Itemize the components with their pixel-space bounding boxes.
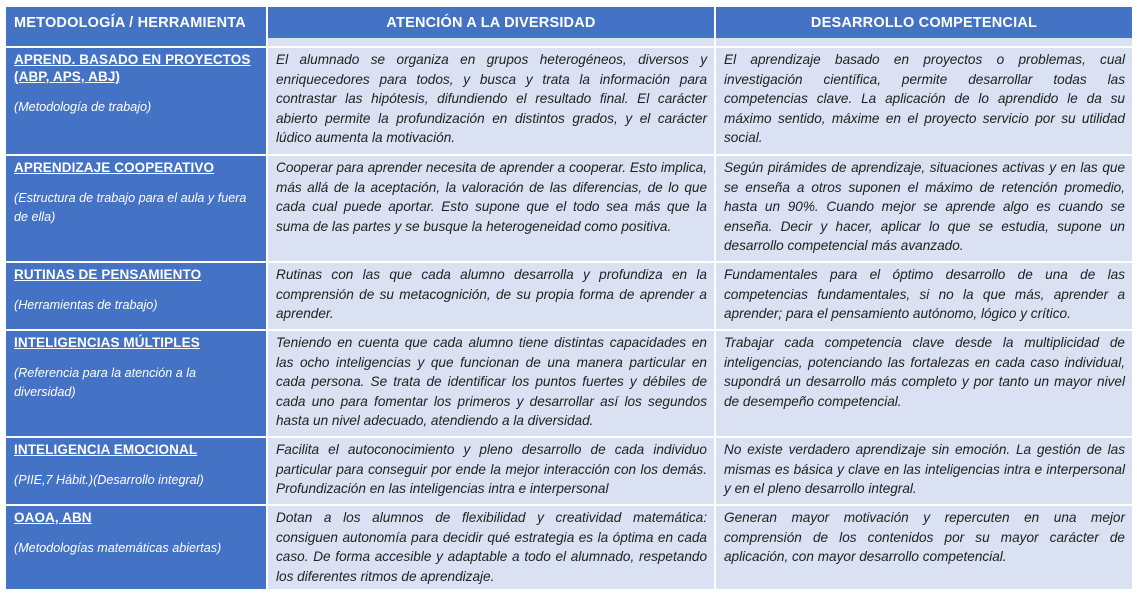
row-title: INTELIGENCIA EMOCIONAL [14, 442, 198, 457]
spacer-cell [267, 38, 715, 47]
diversity-cell: Rutinas con las que cada alumno desarrolla y profundiza en la comprensión de su metacognición, de su propia forma de aprender a aprender. [267, 262, 715, 330]
diversity-cell: Cooperar para aprender necesita de aprender a cooperar. Esto implica, más allá de la aceptación, la valoración de las diferencias, de lo que cada cual puede aportar. Esto supone que el todo sea más que la suma de las partes y se busque la heterogeneidad como positiva. [267, 155, 715, 262]
row-label-cell [6, 505, 267, 590]
header-diversity: ATENCIÓN A LA DIVERSIDAD [267, 7, 715, 38]
table-row [6, 155, 1132, 262]
row-title: APRENDIZAJE COOPERATIVO [14, 160, 215, 175]
row-subtitle: (Metodologías matemáticas abiertas) [14, 541, 222, 555]
spacer-cell [6, 38, 267, 47]
methodology-table [6, 7, 1132, 591]
row-subtitle: (Herramientas de trabajo) [14, 298, 158, 312]
competency-cell: No existe verdadero aprendizaje sin emoción. La gestión de las mismas es básica y clave en las inteligencias intra e interpersonal y en el pleno desarrollo integral. [715, 437, 1132, 505]
row-label-cell [6, 47, 267, 155]
diversity-cell: Teniendo en cuenta que cada alumno tiene distintas capacidades en las ocho inteligencias y que funcionan de una manera particular en cada persona. Se trata de identificar los puntos fuertes y débiles de cada uno para fomentar los primeros y desarrollar así los segundos hasta un nivel adecuado, atendiendo a la diversidad. [267, 330, 715, 437]
row-label-cell [6, 437, 267, 505]
competency-cell: Según pirámides de aprendizaje, situaciones activas y en las que se enseña a otros suponen el máximo de retención promedio, hasta un 90%. Cuando mejor se aprende algo es cuando se enseña. Decir y hacer, aplicar lo que se estudia, supone un desarrollo competencial más avanzado. [715, 155, 1132, 262]
row-subtitle: (Estructura de trabajo para el aula y fuera de ella) [14, 191, 247, 224]
row-subtitle: (Metodología de trabajo) [14, 100, 152, 114]
row-label-cell [6, 155, 267, 262]
row-label-cell [6, 330, 267, 437]
spacer-row [6, 38, 1132, 47]
diversity-cell: Dotan a los alumnos de flexibilidad y creatividad matemática: consiguen autonomía para decidir qué estrategia es la óptima en cada caso. De forma accesible y adaptable a todo el alumnado, respetando los diferentes ritmos de aprendizaje. [267, 505, 715, 590]
table-row [6, 262, 1132, 330]
competency-cell: Trabajar cada competencia clave desde la multiplicidad de inteligencias, potenciando las fortalezas en cada caso individual, supondrá un desarrollo más completo y por tanto un mayor nivel de desempeño competencial. [715, 330, 1132, 437]
row-title: OAOA, ABN [14, 510, 92, 525]
competency-cell: El aprendizaje basado en proyectos o problemas, cual investigación científica, permite desarrollar todas las competencias clave. La aplicación de lo aprendido le da su máximo sentido, máxime en el proyecto servicio por su utilidad social. [715, 47, 1132, 155]
row-subtitle: (PIIE,7 Hábit.)(Desarrollo integral) [14, 473, 204, 487]
table-row [6, 437, 1132, 505]
header-row [6, 7, 1132, 38]
header-competency: DESARROLLO COMPETENCIAL [715, 7, 1132, 38]
table-row [6, 47, 1132, 155]
row-title: APREND. BASADO EN PROYECTOS (ABP, APS, ABJ) [14, 52, 251, 84]
spacer-cell [715, 38, 1132, 47]
diversity-cell: El alumnado se organiza en grupos heterogéneos, diversos y enriquecedores para todos, y busca y trata la información para contrastar las hipótesis, difundiendo el resultado final. El carácter abierto permite la profundización en distintos grados, y el carácter lúdico aumenta la motivación. [267, 47, 715, 155]
row-subtitle: (Referencia para la atención a la diversidad) [14, 366, 197, 399]
header-methodology: METODOLOGÍA / HERRAMIENTA [6, 7, 267, 38]
table-row [6, 505, 1132, 590]
competency-cell: Fundamentales para el óptimo desarrollo de una de las competencias fundamentales, si no la que más, aprender a aprender; para el pensamiento autónomo, lógico y crítico. [715, 262, 1132, 330]
row-title: INTELIGENCIAS MÚLTIPLES [14, 335, 200, 350]
row-label-cell [6, 262, 267, 330]
diversity-cell: Facilita el autoconocimiento y pleno desarrollo de cada individuo particular para conseguir por ende la mejor interacción con los demás. Profundización en las inteligencias intra e interpersonal [267, 437, 715, 505]
row-title: RUTINAS DE PENSAMIENTO [14, 267, 202, 282]
competency-cell: Generan mayor motivación y repercuten en una mejor comprensión de los contenidos por su mayor carácter de aplicación, con mayor desarrollo competencial. [715, 505, 1132, 590]
table-row [6, 330, 1132, 437]
